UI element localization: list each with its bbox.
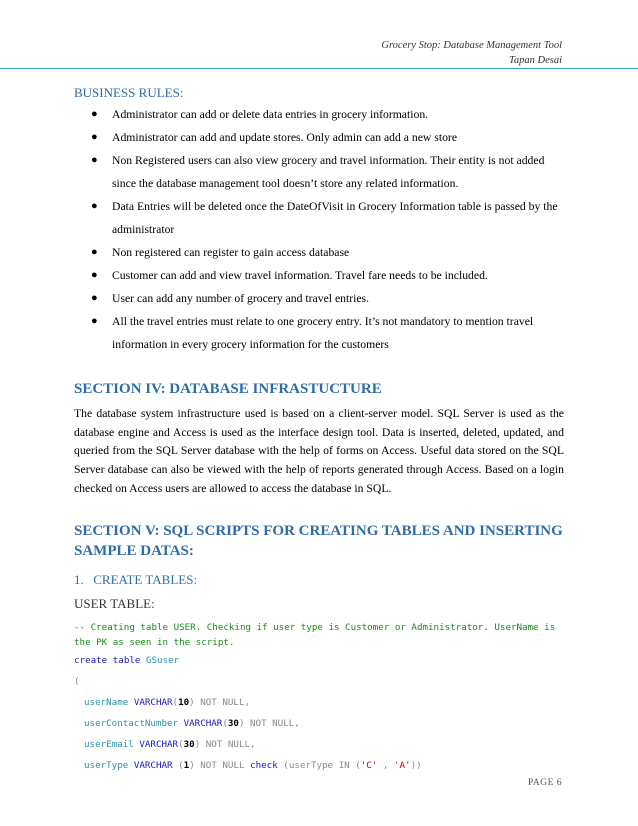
bullet-icon: ● xyxy=(91,108,98,120)
bullet-icon: ● xyxy=(91,131,98,143)
bullet-icon: ● xyxy=(91,315,98,327)
list-item: ● User can add any number of grocery and travel entries. xyxy=(74,287,564,310)
business-rules-title: BUSINESS RULES: xyxy=(74,85,184,100)
sub-number: 1. xyxy=(74,571,84,587)
section-4-title: SECTION IV: DATABASE INFRASTUCTURE xyxy=(74,381,382,397)
list-item: ● Administrator can add and update stores. Only admin can add a new store xyxy=(74,126,564,149)
page-number: PAGE 6 xyxy=(527,778,562,788)
sub-title: CREATE TABLES: xyxy=(93,571,198,587)
user-table-label: USER TABLE: xyxy=(74,595,155,611)
sql-comment: -- Creating table USER. Checking if user type is Customer or Administrator. UserName is the PK as seen in the script. xyxy=(74,621,556,648)
section-4-body: The database system infrastructure used is based on a client-server model. SQL Server is used as the database engine and Access is used as the interface design tool. Data is inserted, deleted, updated, and queried from the SQL Server database with the help of forms on Access. Useful data stored on the SQL Server database can also be viewed with the help of reports generated through Access. Based on a login checked on Access users are allowed to access the database in SQL. xyxy=(74,407,564,495)
list-item: ● Customer can add and view travel information. Travel fare needs to be included. xyxy=(74,264,564,287)
list-item: ● Data Entries will be deleted once the DateOfVisit in Grocery Information table is passed by the administrator xyxy=(74,195,564,241)
list-item: ● Administrator can add or delete data entries in grocery information. xyxy=(74,103,564,126)
code-line: userEmail VARCHAR(30) NOT NULL, xyxy=(84,738,256,750)
header-divider xyxy=(0,68,638,69)
header-author: Tapan Desai xyxy=(509,55,562,66)
page-header xyxy=(381,38,562,68)
bullet-icon: ● xyxy=(91,292,98,304)
header-title: Grocery Stop: Database Management Tool xyxy=(381,40,562,51)
code-line: userType VARCHAR (1) NOT NULL check (userType IN ('C' , 'A')) xyxy=(84,759,422,771)
business-rules-list xyxy=(74,103,564,356)
code-line: userContactNumber VARCHAR(30) NOT NULL, xyxy=(84,717,300,729)
sql-code-block xyxy=(74,620,564,776)
section-5-title: SECTION V: SQL SCRIPTS FOR CREATING TABLES AND INSERTING SAMPLE DATAS: xyxy=(74,522,563,559)
code-line: create table GSuser xyxy=(74,654,180,666)
create-tables-heading xyxy=(74,571,564,588)
code-line: userName VARCHAR(10) NOT NULL, xyxy=(84,696,251,708)
bullet-icon: ● xyxy=(91,154,98,166)
bullet-icon: ● xyxy=(91,269,98,281)
list-item: ● All the travel entries must relate to one grocery entry. It’s not mandatory to mention travel information in every grocery information for the customers xyxy=(74,310,564,356)
list-item: ● Non Registered users can also view grocery and travel information. Their entity is not added since the database management tool doesn’t store any related information. xyxy=(74,149,564,195)
bullet-icon: ● xyxy=(91,246,98,258)
bullet-icon: ● xyxy=(91,200,98,212)
code-line: ( xyxy=(74,675,80,687)
page-content xyxy=(74,84,564,776)
list-item: ● Non registered can register to gain access database xyxy=(74,241,564,264)
